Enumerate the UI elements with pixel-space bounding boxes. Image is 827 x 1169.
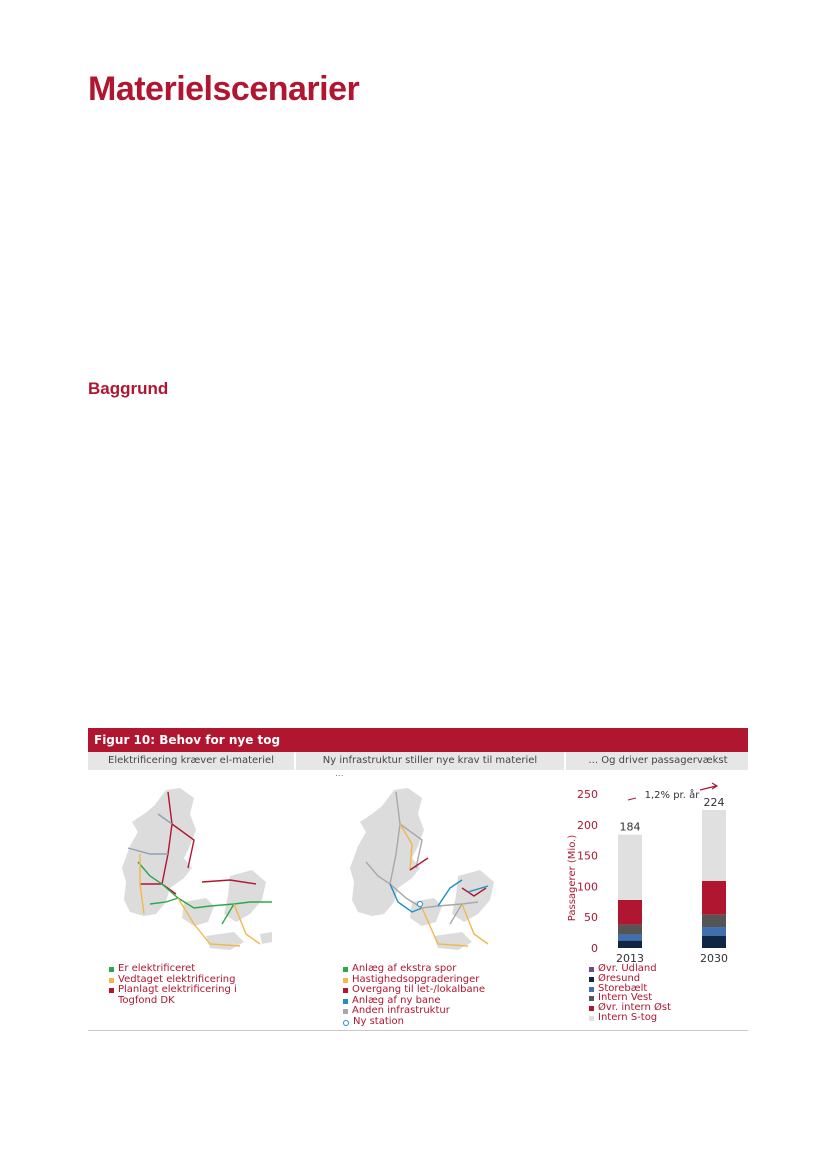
- subhead-infrastructure: Ny infrastruktur stiller nye krav til materiel: [294, 752, 564, 770]
- map1-legend-swatch: [109, 988, 114, 993]
- map1-legend-swatch: [109, 967, 114, 972]
- bar-total-label: 184: [619, 820, 641, 834]
- bar-segment: [702, 927, 726, 936]
- map2-legend-swatch: [343, 1009, 348, 1014]
- map2-legend-label: Ny station: [353, 1015, 404, 1027]
- map2-legend-label: Anlæg af ny bane: [352, 994, 441, 1006]
- bar-segment: [618, 835, 642, 900]
- chart-legend-label: Øresund: [598, 972, 641, 984]
- map2-legend-item: [342, 964, 512, 975]
- subhead-ellipsis: ...: [335, 769, 344, 779]
- y-tick-label: 100: [577, 880, 598, 894]
- section-heading: Baggrund: [88, 379, 169, 398]
- map2-legend-item: [342, 1017, 512, 1028]
- map1-legend-item: [108, 985, 268, 1006]
- figure: [88, 728, 748, 1031]
- bar-segment: [702, 881, 726, 915]
- chart-legend-label: Øvr. intern Øst: [598, 1002, 671, 1014]
- bar-total-label: 224: [703, 796, 725, 810]
- map1-legend-swatch: [109, 978, 114, 983]
- subhead-electrification: Elektrificering kræver el-materiel: [108, 755, 274, 766]
- map2-legend-item: [342, 1006, 512, 1017]
- growth-annotation: 1,2% pr. år: [644, 790, 700, 801]
- bar-segment: [618, 900, 642, 925]
- x-tick-label: 2030: [700, 952, 728, 965]
- map2-legend-label: Anden infrastruktur: [352, 1005, 450, 1016]
- figure-subheads: [88, 752, 748, 770]
- map1-legend-label: Planlagt elektrificering i Togfond DK: [118, 984, 237, 1006]
- chart-legend-label: Øvr. Udland: [598, 963, 657, 974]
- map1-legend-label: Er elektrificeret: [118, 963, 196, 974]
- subhead-passenger-growth: ... Og driver passagervækst: [564, 752, 750, 770]
- chart-legend-swatch: [589, 987, 594, 992]
- map2-legend-swatch: [343, 988, 348, 993]
- map2-legend-label: Overgang til let-/lokalbane: [352, 984, 486, 995]
- passenger-growth-chart: [564, 780, 748, 966]
- y-tick-label: 0: [591, 942, 598, 955]
- denmark-infrastructure-map: [338, 784, 508, 964]
- chart-legend-swatch: [589, 977, 594, 982]
- chart-legend-swatch: [589, 967, 594, 972]
- map2-legend: [342, 964, 512, 1027]
- map2-legend-label: Hastighedsopgraderinger: [352, 973, 480, 985]
- denmark-electrification-map: [110, 784, 280, 964]
- map2-legend-swatch: [343, 978, 348, 983]
- bar-segment: [618, 934, 642, 940]
- bar-segment: [702, 810, 726, 881]
- chart-legend-swatch: [589, 996, 594, 1001]
- chart-legend: [588, 964, 738, 1023]
- map1-legend-label: Vedtaget elektrificering: [118, 973, 236, 985]
- figure-header: Figur 10: Behov for nye tog: [88, 728, 748, 752]
- chart-legend-swatch: [589, 1016, 594, 1021]
- annotation-line-left: [628, 798, 636, 800]
- x-tick-label: 2013: [616, 952, 644, 965]
- chart-legend-item: [588, 1013, 738, 1023]
- bar-segment: [618, 941, 642, 948]
- y-tick-label: 250: [577, 788, 598, 801]
- map1-legend: [108, 964, 268, 1006]
- y-tick-label: 200: [577, 818, 598, 832]
- y-axis-label: Passagerer (Mio.): [567, 834, 578, 922]
- map2-legend-label: Anlæg af ekstra spor: [352, 963, 457, 974]
- map1-legend-item: [108, 964, 268, 975]
- chart-legend-label: Intern Vest: [598, 992, 653, 1004]
- bar-segment: [618, 925, 642, 935]
- bar-segment: [702, 936, 726, 948]
- map2-legend-swatch: [343, 1020, 349, 1026]
- y-tick-label: 50: [584, 911, 598, 925]
- chart-legend-label: Storebælt: [598, 982, 648, 994]
- map2-legend-item: [342, 985, 512, 996]
- bar-segment: [702, 915, 726, 927]
- chart-legend-swatch: [589, 1006, 594, 1011]
- page-title: Materielscenarier: [88, 70, 360, 108]
- y-tick-label: 150: [577, 849, 598, 863]
- map2-legend-swatch: [343, 999, 348, 1004]
- chart-legend-label: Intern S-tog: [598, 1011, 658, 1023]
- map2-legend-swatch: [343, 967, 348, 972]
